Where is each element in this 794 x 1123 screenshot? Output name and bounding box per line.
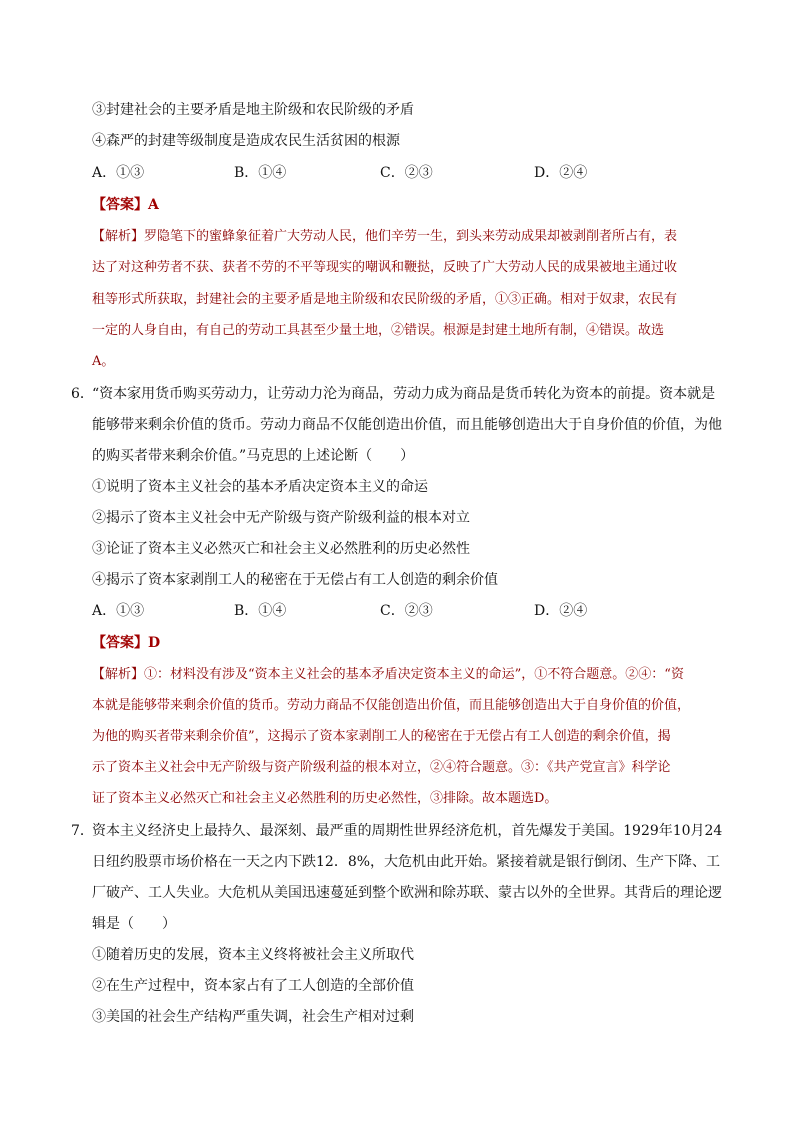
q6-choices <box>92 602 692 620</box>
q7-stem-line: 厂破产、工人失业。大危机从美国迅速蔓延到整个欧洲和除苏联、蒙古以外的全世界。其背后的理论逻 <box>92 885 722 901</box>
q5-analysis-line: A。 <box>92 354 115 369</box>
q6-analysis-line: 证了资本主义必然灭亡和社会主义必然胜利的历史必然性，③排除。故本题选D。 <box>92 791 558 806</box>
q5-option-4: ④森严的封建等级制度是造成农民生活贫困的根源 <box>92 133 400 149</box>
answer-tag: 【答案】 <box>92 197 148 213</box>
q6-option-1: ①说明了资本主义社会的基本矛盾决定资本主义的命运 <box>92 479 428 495</box>
q7-option-3: ③美国的社会生产结构严重失调，社会生产相对过剩 <box>92 1009 414 1025</box>
q6-analysis-line: 示了资本主义社会中无产阶级与资产阶级利益的根本对立，②④符合题意。③：《共产党宣言》科学论 <box>92 760 671 775</box>
q6-stem-line: 的购买者带来剩余价值。”马克思的上述论断（ ） <box>92 448 415 464</box>
q5-analysis-line: 一定的人身自由，有自己的劳动工具甚至少量土地，②错误。根源是封建土地所有制，④错误。故选 <box>92 323 665 338</box>
q5-analysis-line: 达了对这种劳者不获、获者不劳的不平等现实的嘲讽和鞭挞，反映了广大劳动人民的成果被地主通过收 <box>92 260 678 275</box>
q6-choice-b: B．①④ <box>234 603 287 619</box>
q7-stem-line: 日纽约股票市场价格在一天之内下跌12．8%，大危机由此开始。紧接着就是银行倒闭、生产下降、工 <box>92 854 721 870</box>
q7-option-2: ②在生产过程中，资本家占有了工人创造的全部价值 <box>92 978 414 994</box>
q5-choice-b: B．①④ <box>234 165 287 181</box>
q6-analysis-line: 本就是能够带来剩余价值的货币。劳动力商品不仅能创造出价值，而且能够创造出大于自身价值的价值， <box>92 698 691 713</box>
q6-option-4: ④揭示了资本家剥削工人的秘密在于无偿占有工人创造的剩余价值 <box>92 572 498 588</box>
q5-choice-d: D．②④ <box>534 165 588 181</box>
q5-choice-c: C．②③ <box>380 165 433 181</box>
answer-value: D <box>148 635 161 651</box>
q5-option-3: ③封建社会的主要矛盾是地主阶级和农民阶级的矛盾 <box>92 102 414 118</box>
q6-analysis-line: 为他的购买者带来剩余价值”，这揭示了资本家剥削工人的秘密在于无偿占有工人创造的剩余价值，揭 <box>92 729 671 744</box>
q6-choice-d: D．②④ <box>534 603 588 619</box>
q6-number: 6． <box>71 386 94 402</box>
q6-choice-c: C．②③ <box>380 603 433 619</box>
q5-choice-a: A．①③ <box>92 165 145 181</box>
q5-answer <box>92 196 159 214</box>
q6-option-3: ③论证了资本主义必然灭亡和社会主义必然胜利的历史必然性 <box>92 541 470 557</box>
q6-analysis-line: 【解析】①：材料没有涉及“资本主义社会的基本矛盾决定资本主义的命运”，①不符合题意。②④：“资 <box>92 667 684 682</box>
q7-option-1: ①随着历史的发展，资本主义终将被社会主义所取代 <box>92 947 414 963</box>
q7-stem-line: 资本主义经济史上最持久、最深刻、最严重的周期性世界经济危机，首先爆发于美国。1929年10月24 <box>92 823 723 839</box>
answer-value: A <box>148 197 159 213</box>
q7-number: 7． <box>71 823 94 839</box>
answer-tag: 【答案】 <box>92 635 148 651</box>
q6-answer <box>92 634 160 652</box>
q5-analysis-line: 【解析】罗隐笔下的蜜蜂象征着广大劳动人民，他们辛劳一生，到头来劳动成果却被剥削者所占有，表 <box>92 229 678 244</box>
q6-option-2: ②揭示了资本主义社会中无产阶级与资产阶级利益的根本对立 <box>92 510 470 526</box>
q5-choices <box>92 164 692 182</box>
q7-stem-line: 辑是（ ） <box>92 916 176 932</box>
q6-stem-line: 能够带来剩余价值的货币。劳动力商品不仅能创造出价值，而且能够创造出大于自身价值的价值，为他 <box>92 417 722 433</box>
q6-choice-a: A．①③ <box>92 603 145 619</box>
q6-stem-line: “资本家用货币购买劳动力，让劳动力沦为商品，劳动力成为商品是货币转化为资本的前提。资本就是 <box>92 386 716 402</box>
q5-analysis-line: 租等形式所获取，封建社会的主要矛盾是地主阶级和农民阶级的矛盾，①③正确。相对于奴隶，农民有 <box>92 292 678 307</box>
